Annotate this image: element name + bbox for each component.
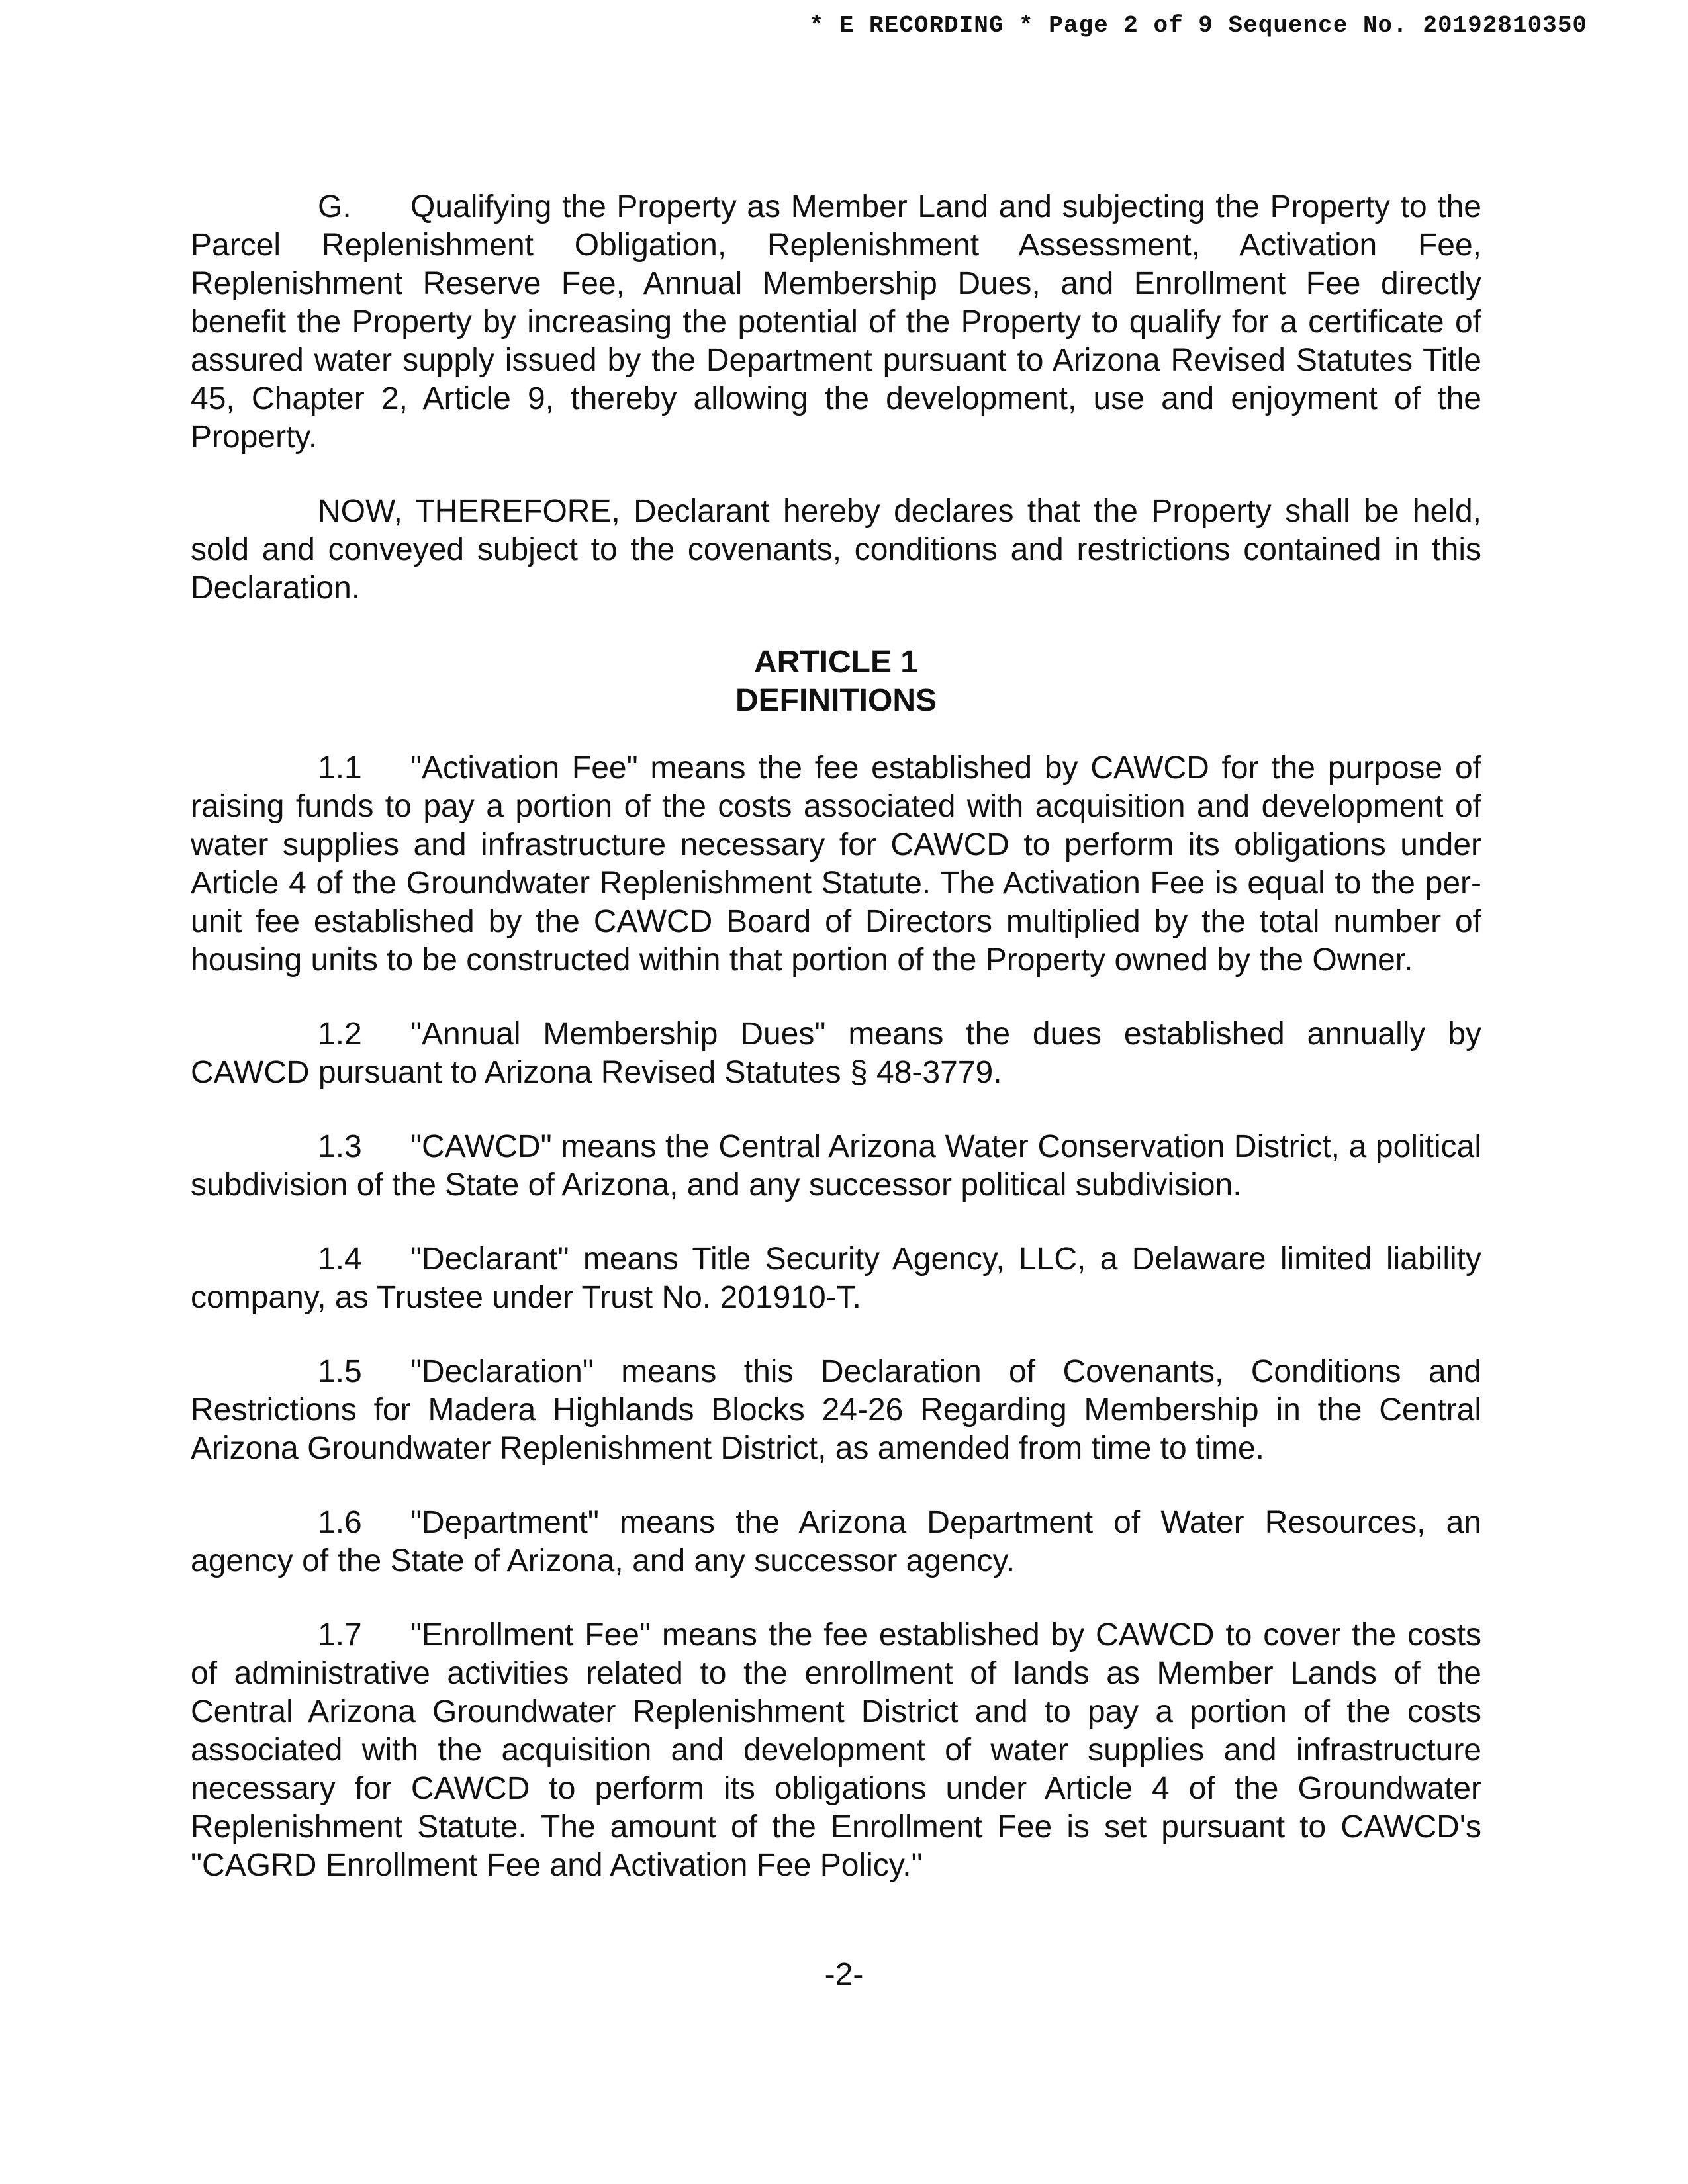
article-heading [191, 643, 1481, 720]
definition-1-1 [191, 749, 1481, 979]
definition-number: 1.7 [318, 1617, 362, 1653]
recital-g [191, 188, 1481, 457]
article-title: ARTICLE 1 [753, 645, 918, 680]
now-therefore-paragraph [191, 492, 1481, 608]
definition-number: 1.2 [318, 1017, 362, 1052]
definition-1-3 [191, 1128, 1481, 1205]
definition-number: 1.4 [318, 1242, 362, 1277]
article-subtitle: DEFINITIONS [735, 683, 937, 718]
definition-text: "Annual Membership Dues" means the dues established annually by CAWCD pursuant to Arizona Revised Statutes § 48-3779. [191, 1017, 1481, 1090]
definition-number: 1.5 [318, 1354, 362, 1389]
definition-number: 1.1 [318, 751, 362, 786]
recording-header: * E RECORDING * Page 2 of 9 Sequence No. 20192810350 [809, 12, 1587, 39]
document-body [191, 188, 1481, 1921]
definition-text: "Department" means the Arizona Department of Water Resources, an agency of the State of Arizona, and any successor agency. [191, 1505, 1481, 1578]
definition-1-6 [191, 1504, 1481, 1580]
definition-number: 1.6 [318, 1505, 362, 1540]
definition-1-2 [191, 1015, 1481, 1092]
definition-text: "Enrollment Fee" means the fee established by CAWCD to cover the costs of administrative activities related to the enrollment of lands as Member Lands of the Central Arizona Groundwater Replenishment District and to pay a portion of the costs associated with the acquisition and development of water supplies and infrastructure necessary for CAWCD to perform its obligations under Article 4 of the Groundwater Replenishment Statute. The amount of the Enrollment Fee is set pursuant to CAWCD's "CAGRD Enrollment Fee and Activation Fee Policy." [191, 1617, 1481, 1883]
definition-1-7 [191, 1616, 1481, 1885]
recital-text: Qualifying the Property as Member Land and subjecting the Property to the Parcel Replenishment Obligation, Replenishment Assessment, Activation Fee, Replenishment Reserve Fee, Annual Membership Dues, and Enrollment Fee directly benefit the Property by increasing the potential of the Property to qualify for a certificate of assured water supply issued by the Department pursuant to Arizona Revised Statutes Title 45, Chapter 2, Article 9, thereby allowing the development, use and enjoyment of the Property. [191, 189, 1481, 455]
page-number: -2- [824, 1957, 864, 1992]
definition-text: "Declarant" means Title Security Agency, LLC, a Delaware limited liability company, as Trustee under Trust No. 201910-T. [191, 1242, 1481, 1315]
definition-number: 1.3 [318, 1129, 362, 1164]
now-therefore-text: NOW, THEREFORE, Declarant hereby declares that the Property shall be held, sold and conveyed subject to the covenants, conditions and restrictions contained in this Declaration. [191, 494, 1481, 606]
definition-text: "Declaration" means this Declaration of Covenants, Conditions and Restrictions for Madera Highlands Blocks 24-26 Regarding Membership in the Central Arizona Groundwater Replenishment District, as amended from time to time. [191, 1354, 1481, 1466]
definition-text: "CAWCD" means the Central Arizona Water Conservation District, a political subdivision of the State of Arizona, and any successor political subdivision. [191, 1129, 1481, 1203]
definition-1-4 [191, 1240, 1481, 1317]
definition-text: "Activation Fee" means the fee established by CAWCD for the purpose of raising funds to pay a portion of the costs associated with acquisition and development of water supplies and infrastructure necessary for CAWCD to perform its obligations under Article 4 of the Groundwater Replenishment Statute. The Activation Fee is equal to the per-unit fee established by the CAWCD Board of Directors multiplied by the total number of housing units to be constructed within that portion of the Property owned by the Owner. [191, 751, 1481, 978]
recital-label: G. [318, 189, 352, 224]
definition-1-5 [191, 1353, 1481, 1468]
